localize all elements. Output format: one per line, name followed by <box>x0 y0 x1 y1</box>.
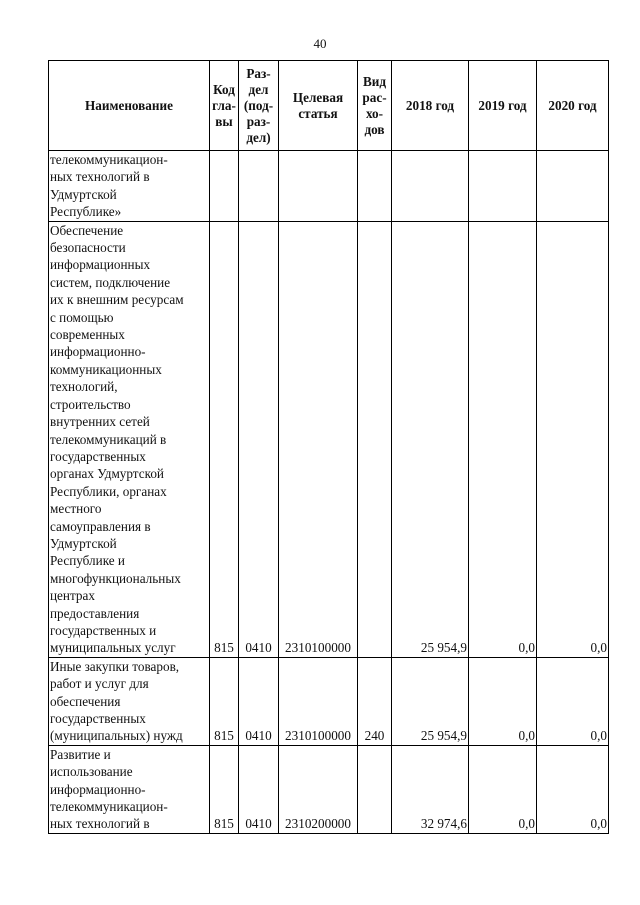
header-expense-type: Вид рас- хо- дов <box>358 61 392 151</box>
header-year-2019: 2019 год <box>469 61 537 151</box>
table-row <box>49 745 609 833</box>
header-year-2020: 2020 год <box>537 61 609 151</box>
row-amount-2018-cell: 25 954,9 <box>392 657 469 745</box>
row-chapter-code-cell: 815 <box>210 221 239 657</box>
row-amount-2020-cell: 0,0 <box>537 745 609 833</box>
row-amount-2019-cell <box>469 151 537 222</box>
row-expense-type-cell: 240 <box>358 657 392 745</box>
row-section-cell: 0410 <box>239 657 279 745</box>
row-target-article-cell: 2310100000 <box>279 657 358 745</box>
row-amount-2020-cell: 0,0 <box>537 221 609 657</box>
table-row <box>49 657 609 745</box>
header-year-2018: 2018 год <box>392 61 469 151</box>
row-expense-type-cell <box>358 745 392 833</box>
row-amount-2019-cell: 0,0 <box>469 657 537 745</box>
row-name-cell: телекоммуникацион- ных технологий в Удмуртской Республике» <box>49 151 210 222</box>
row-section-cell <box>239 151 279 222</box>
row-chapter-code-cell: 815 <box>210 657 239 745</box>
page-number: 40 <box>313 36 327 51</box>
row-section-cell: 0410 <box>239 745 279 833</box>
row-chapter-code-cell: 815 <box>210 745 239 833</box>
row-amount-2020-cell: 0,0 <box>537 657 609 745</box>
row-amount-2019-cell: 0,0 <box>469 745 537 833</box>
header-chapter-code: Код гла- вы <box>210 61 239 151</box>
row-target-article-cell: 2310100000 <box>279 221 358 657</box>
header-name: Наименование <box>49 61 210 151</box>
header-row <box>49 61 609 151</box>
row-amount-2019-cell: 0,0 <box>469 221 537 657</box>
row-amount-2018-cell <box>392 151 469 222</box>
row-amount-2018-cell: 32 974,6 <box>392 745 469 833</box>
row-amount-2020-cell <box>537 151 609 222</box>
row-name-cell: Развитие и использование информационно- телекоммуникацион- ных технологий в <box>49 745 210 833</box>
budget-table <box>48 60 609 834</box>
row-target-article-cell: 2310200000 <box>279 745 358 833</box>
row-chapter-code-cell <box>210 151 239 222</box>
header-target-article: Целевая статья <box>279 61 358 151</box>
row-target-article-cell <box>279 151 358 222</box>
header-section: Раз- дел (под- раз- дел) <box>239 61 279 151</box>
table-row <box>49 151 609 222</box>
row-name-cell: Иные закупки товаров, работ и услуг для обеспечения государственных (муниципальных) нужд <box>49 657 210 745</box>
row-expense-type-cell <box>358 151 392 222</box>
row-section-cell: 0410 <box>239 221 279 657</box>
row-amount-2018-cell: 25 954,9 <box>392 221 469 657</box>
row-name-cell: Обеспечение безопасности информационных систем, подключение их к внешним ресурсам с помощью современных информационно- коммуникационных технологий, строительство внутренних сетей телекоммуникаций в государственных органах Удмуртской Республики, органах местного самоуправления в Удмуртской Республике и многофункциональных центрах предоставления государственных и муниципальных услуг <box>49 221 210 657</box>
table-row <box>49 221 609 657</box>
row-expense-type-cell <box>358 221 392 657</box>
